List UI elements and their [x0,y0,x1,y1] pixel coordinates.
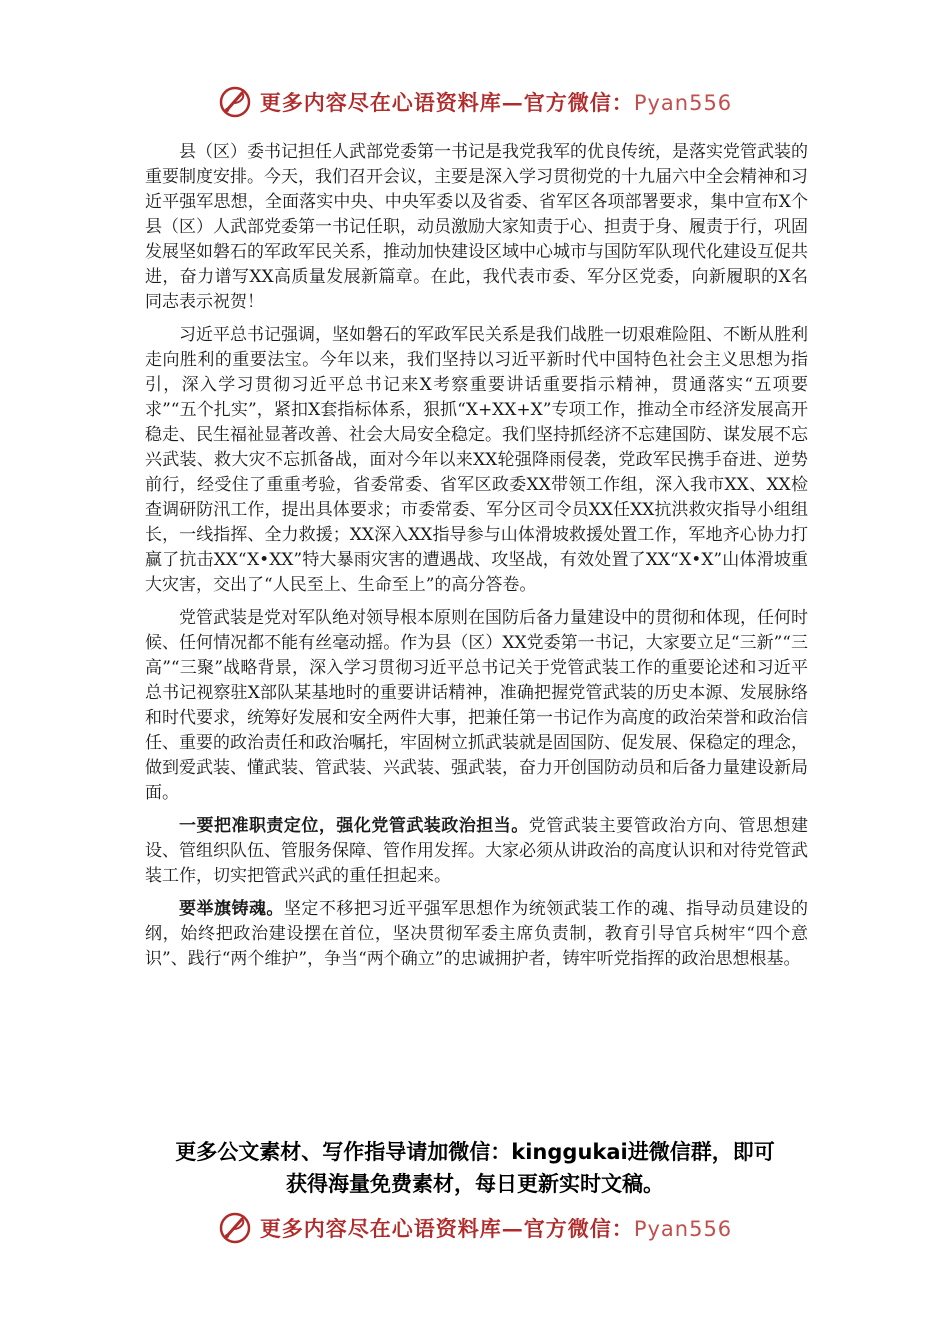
paragraph-4-heading: 一要把准职责定位，强化党管武装政治担当。 [179,816,529,836]
watermark-text [260,87,732,117]
watermark-wechat-id: Pyan556 [633,1217,733,1241]
watermark-footer [0,1208,950,1248]
promo-line-1: 更多公文素材、写作指导请加微信：kinggukai进微信群，即可 [175,1140,775,1164]
paragraph-5 [145,897,808,972]
quill-logo-icon [218,1211,252,1245]
watermark-wechat-id: Pyan556 [633,91,733,115]
paragraph-3: 党管武装是党对军队绝对领导根本原则在国防后备力量建设中的贯彻和体现，任何时候、任何情况都不能有丝毫动摇。作为县（区）XX党委第一书记，大家要立足“三新”“三高”“三聚”战略背景，深入学习贯彻习近平总书记关于党管武装工作的重要论述和习近平总书记视察驻X部队某基地时的重要讲话精神，准确把握党管武装的历史本源、发展脉络和时代要求，统筹好发展和安全两件大事，把兼任第一书记作为高度的政治荣誉和政治信任、重要的政治责任和政治嘱托，牢固树立抓武装就是固国防、促发展、保稳定的理念，做到爱武装、懂武装、管武装、兴武装、强武装，奋力开创国防动员和后备力量建设新局面。 [145,608,808,803]
promo-footer [80,1136,870,1200]
paragraph-4-text: 党管武装主要管政治方向、管思想建设、管组织队伍、管服务保障、管作用发挥。大家必须从讲政治的高度认识和对待党管武装工作，切实把管武兴武的重任担起来。 [145,816,809,886]
paragraph-5-heading: 要举旗铸魂。 [179,899,284,919]
watermark-label: 更多内容尽在心语资料库—官方微信： [259,1216,634,1241]
document-body [145,140,808,980]
paragraph-1: 县（区）委书记担任人武部党委第一书记是我党我军的优良传统，是落实党管武装的重要制度安排。今天，我们召开会议，主要是深入学习贯彻党的十九届六中全会精神和习近平强军思想，全面落实中央、中央军委以及省委、省军区各项部署要求，集中宣布X个县（区）人武部党委第一书记任职，动员激励大家知责于心、担责于身、履责于行，巩固发展坚如磐石的军政军民关系，推动加快建设区域中心城市与国防军队现代化建设互促共进，奋力谱写XX高质量发展新篇章。在此，我代表市委、军分区党委，向新履职的X名同志表示祝贺！ [145,142,808,312]
watermark-text [260,1213,732,1243]
watermark-label: 更多内容尽在心语资料库—官方微信： [259,90,634,115]
quill-logo-icon [218,85,252,119]
promo-line-2: 获得海量免费素材，每日更新实时文稿。 [286,1172,664,1196]
paragraph-5-text: 坚定不移把习近平强军思想作为统领武装工作的魂、指导动员建设的纲，始终把政治建设摆在首位，坚决贯彻军委主席负责制，教育引导官兵树牢“四个意识”、践行“两个维护”，争当“两个确立”的忠诚拥护者，铸牢听党指挥的政治思想根基。 [145,899,809,969]
watermark-header [0,82,950,122]
paragraph-2: 习近平总书记强调，坚如磐石的军政军民关系是我们战胜一切艰难险阻、不断从胜利走向胜利的重要法宝。今年以来，我们坚持以习近平新时代中国特色社会主义思想为指引，深入学习贯彻习近平总书记来X考察重要讲话重要指示精神，贯通落实“五项要求”“五个扎实”，紧扣X套指标体系，狠抓“X+XX+X”专项工作，推动全市经济发展高开稳走、民生福祉显著改善、社会大局安全稳定。我们坚持抓经济不忘建国防、谋发展不忘兴武装、救大灾不忘抓备战，面对今年以来XX轮强降雨侵袭，党政军民携手奋进、逆势前行，经受住了重重考验，省委常委、省军区政委XX带领工作组，深入我市XX、XX检查调研防汛工作，提出具体要求；市委常委、军分区司令员XX任XX抗洪救灾指导小组组长，一线指挥、全力救援；XX深入XX指导参与山体滑坡救援处置工作，军地齐心协力打赢了抗击XX“X•XX”特大暴雨灾害的遭遇战、攻坚战，有效处置了XX“X•X”山体滑坡重大灾害，交出了“人民至上、生命至上”的高分答卷。 [145,325,808,595]
paragraph-4 [145,814,808,889]
